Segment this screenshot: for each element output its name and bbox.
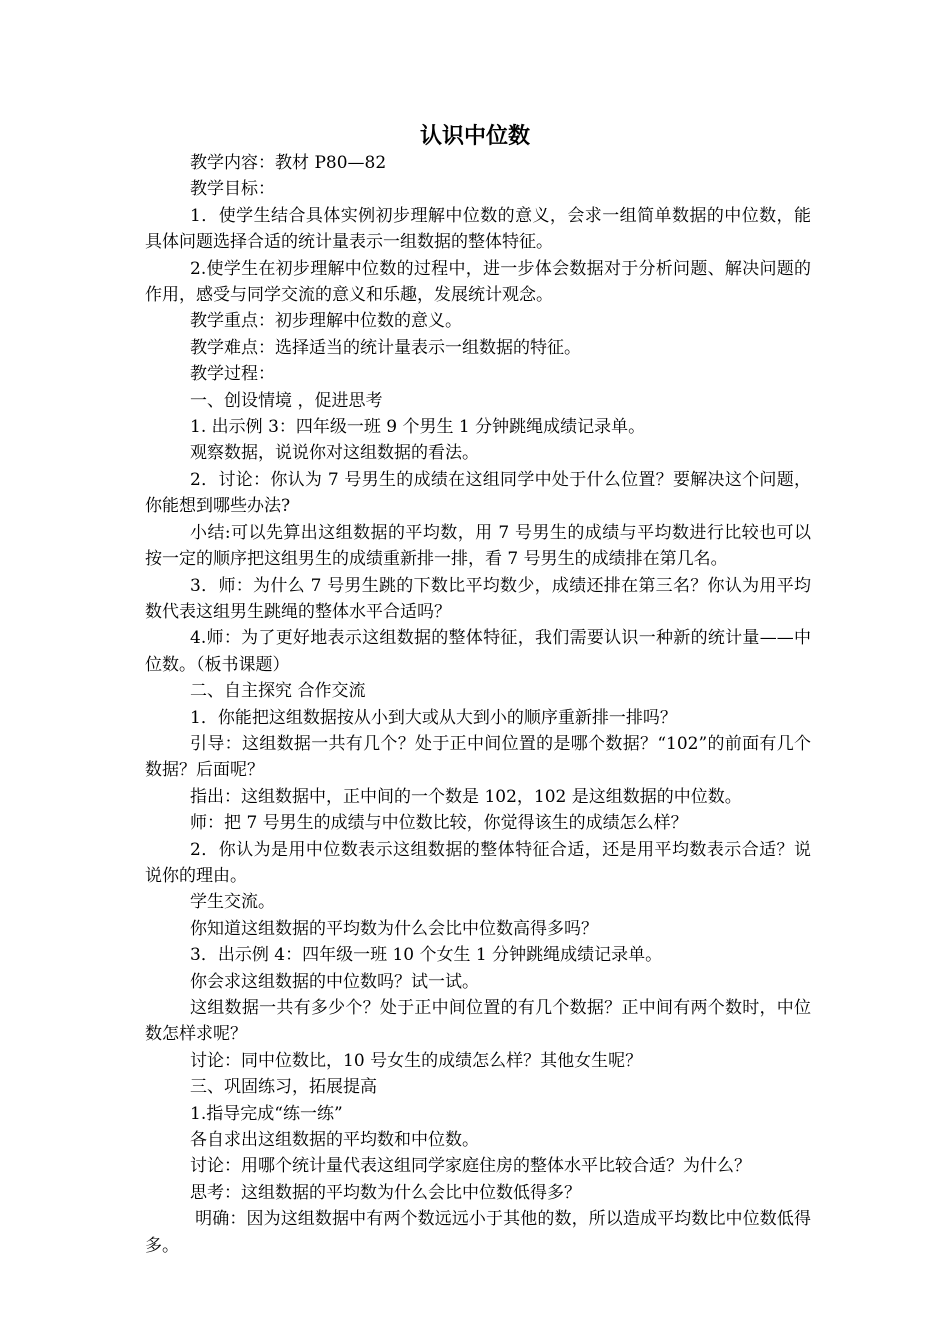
paragraph-step: 引导：这组数据一共有几个？处于正中间位置的是哪个数据？“102”的前面有几个数据？后面呢？ xyxy=(145,733,811,781)
paragraph-objectives-heading: 教学目标： xyxy=(190,179,276,200)
paragraph-step: 2．你认为是用中位数表示这组数据的整体特征合适，还是用平均数表示合适？说说你的理由。 xyxy=(145,839,811,886)
paragraph-step: 2．讨论：你认为 7 号男生的成绩在这组同学中处于什么位置？要解决这个问题，你能想到哪些办法? xyxy=(145,469,811,517)
paragraph-objective-1: 1．使学生结合具体实例初步理解中位数的意义，会求一组简单数据的中位数，能具体问题选择合适的统计量表示一组数据的整体特征。 xyxy=(145,205,811,253)
section-heading-2: 二、自主探究 合作交流 xyxy=(190,681,366,702)
paragraph-step: 1.指导完成“练一练” xyxy=(190,1103,343,1124)
paragraph-step: 3．师：为什么 7 号男生跳的下数比平均数少，成绩还排在第三名？你认为用平均数代表这组男生跳绳的整体水平合适吗？ xyxy=(145,575,811,622)
paragraph-conclusion: 明确：因为这组数据中有两个数远远小于其他的数，所以造成平均数比中位数低得多。 xyxy=(145,1209,811,1256)
paragraph-step: 1．你能把这组数据按从小到大或从大到小的顺序重新排一排吗？ xyxy=(190,707,677,728)
paragraph-step: 学生交流。 xyxy=(190,892,276,913)
paragraph-objective-2: 2.使学生在初步理解中位数的过程中，进一步体会数据对于分析问题、解决问题的作用，感受与同学交流的意义和乐趣，发展统计观念。 xyxy=(145,258,811,306)
paragraph-difficulty: 教学难点：选择适当的统计量表示一组数据的特征。 xyxy=(190,337,582,358)
paragraph-step: 1. 出示例 3：四年级一班 9 个男生 1 分钟跳绳成绩记录单。 xyxy=(190,417,646,438)
document-title: 认识中位数 xyxy=(419,124,530,149)
paragraph-process-heading: 教学过程： xyxy=(190,364,276,385)
paragraph-step: 各自求出这组数据的平均数和中位数。 xyxy=(190,1130,480,1151)
paragraph-key-point: 教学重点：初步理解中位数的意义。 xyxy=(190,311,463,332)
paragraph-step: 指出：这组数据中，正中间的一个数是 102，102 是这组数据的中位数。 xyxy=(190,786,742,807)
paragraph-step: 你知道这组数据的平均数为什么会比中位数高得多吗？ xyxy=(190,918,599,939)
paragraph-step: 这组数据一共有多少个？处于正中间位置的有几个数据？正中间有两个数时，中位数怎样求呢？ xyxy=(145,998,811,1045)
section-heading-1: 一、创设情境 ，促进思考 xyxy=(190,390,383,411)
paragraph-step: 你会求这组数据的中位数吗？试一试。 xyxy=(190,971,480,992)
paragraph-step: 思考：这组数据的平均数为什么会比中位数低得多？ xyxy=(190,1182,582,1203)
paragraph-content: 教学内容：教材 P80—82 xyxy=(190,153,387,173)
paragraph-step: 4.师：为了更好地表示这组数据的整体特征，我们需要认识一种新的统计量——中位数。（板书课题） xyxy=(145,628,811,675)
paragraph-step: 讨论：用哪个统计量代表这组同学家庭住房的整体水平比较合适？为什么？ xyxy=(190,1156,752,1177)
paragraph-step: 师：把 7 号男生的成绩与中位数比较，你觉得该生的成绩怎么样？ xyxy=(190,813,688,834)
section-heading-3: 三、巩固练习，拓展提高 xyxy=(190,1077,378,1098)
paragraph-step: 讨论：同中位数比，10 号女生的成绩怎么样？其他女生呢？ xyxy=(190,1050,643,1071)
document-body xyxy=(145,150,811,1259)
paragraph-step: 3．出示例 4：四年级一班 10 个女生 1 分钟跳绳成绩记录单。 xyxy=(190,945,663,966)
paragraph-step: 观察数据，说说你对这组数据的看法。 xyxy=(190,443,480,464)
paragraph-summary: 小结:可以先算出这组数据的平均数，用 7 号男生的成绩与平均数进行比较也可以按一定的顺序把这组男生的成绩重新排一排，看 7 号男生的成绩排在第几名。 xyxy=(145,522,811,570)
